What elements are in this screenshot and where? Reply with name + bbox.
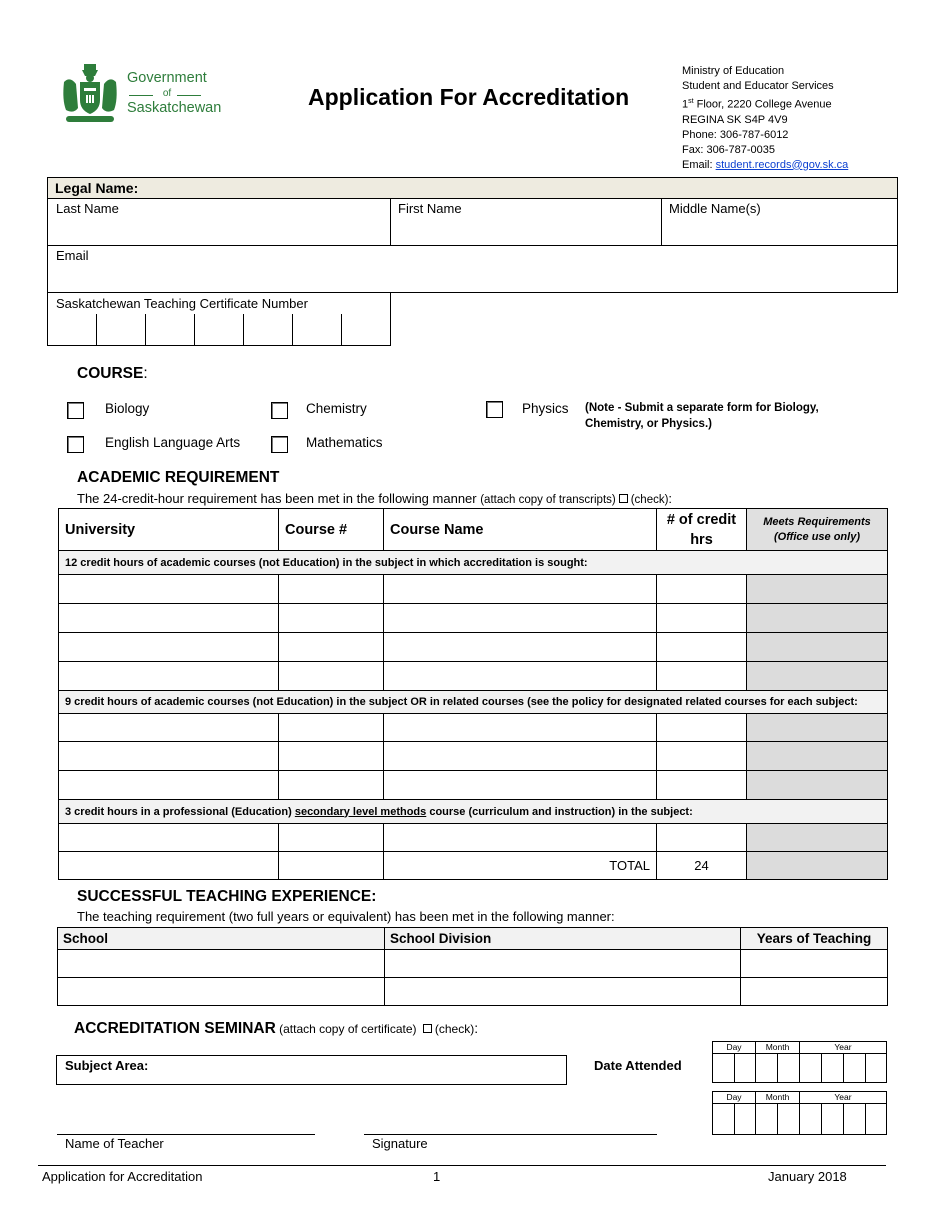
course-heading: COURSE: bbox=[77, 365, 148, 382]
mathematics-label: Mathematics bbox=[306, 435, 383, 450]
footer-divider bbox=[38, 1165, 886, 1166]
footer-date: January 2018 bbox=[768, 1169, 847, 1184]
physics-label: Physics bbox=[522, 401, 569, 416]
subject-area-label: Subject Area: bbox=[65, 1058, 149, 1073]
mathematics-checkbox[interactable] bbox=[271, 436, 288, 453]
address-phone: Phone: 306-787-6012 bbox=[682, 128, 789, 141]
column-header: Course # bbox=[279, 509, 384, 551]
date-attended-field[interactable] bbox=[712, 1041, 887, 1083]
address-line: REGINA SK S4P 4V9 bbox=[682, 113, 788, 126]
table-row[interactable] bbox=[59, 824, 888, 852]
address-line: Student and Educator Services bbox=[682, 80, 834, 92]
subject-area-field[interactable] bbox=[56, 1055, 567, 1085]
address-email: Email: student.records@gov.sk.ca bbox=[682, 158, 849, 171]
first-name-label: First Name bbox=[398, 201, 462, 216]
signature-label: Signature bbox=[372, 1136, 428, 1151]
course-note: (Note - Submit a separate form for Biology, Chemistry, or Physics.) bbox=[585, 402, 819, 430]
column-header: Meets Requirements (Office use only) bbox=[747, 509, 888, 551]
section-row: 9 credit hours of academic courses (not Education) in the subject OR in related courses (see the policy for designated related courses for each subject: bbox=[59, 691, 888, 714]
certificate-checkbox[interactable] bbox=[423, 1024, 432, 1033]
section-row: 12 credit hours of academic courses (not Education) in the subject in which accreditation is sought: bbox=[59, 551, 888, 575]
column-header: Course Name bbox=[384, 509, 657, 551]
english-checkbox[interactable] bbox=[67, 436, 84, 453]
chemistry-label: Chemistry bbox=[306, 401, 367, 416]
table-row[interactable] bbox=[59, 633, 888, 662]
address-line: 1st Floor, 2220 College Avenue bbox=[682, 98, 832, 111]
month-label: Month bbox=[756, 1042, 800, 1054]
biology-label: Biology bbox=[105, 401, 150, 416]
physics-checkbox[interactable] bbox=[486, 401, 503, 418]
email-link[interactable]: student.records@gov.sk.ca bbox=[715, 158, 849, 171]
transcripts-checkbox[interactable] bbox=[619, 494, 628, 503]
total-row bbox=[59, 852, 888, 880]
section-row: 3 credit hours in a professional (Education) secondary level methods course (curriculum and instruction) in the subject: bbox=[59, 800, 888, 824]
ministry-address bbox=[682, 64, 848, 173]
certificate-number-field bbox=[47, 292, 391, 346]
legal-name-label: Legal Name: bbox=[55, 180, 139, 196]
chemistry-checkbox[interactable] bbox=[271, 402, 288, 419]
certificate-cell-divider bbox=[292, 314, 293, 346]
coat-of-arms-icon bbox=[58, 62, 122, 126]
certificate-cell-divider bbox=[194, 314, 195, 346]
legal-name-heading bbox=[47, 177, 898, 199]
teaching-table bbox=[57, 927, 888, 1006]
column-header: University bbox=[59, 509, 279, 551]
address-line: Ministry of Education bbox=[682, 65, 785, 77]
middle-name-label: Middle Name(s) bbox=[669, 201, 761, 216]
column-header: Years of Teaching bbox=[741, 928, 888, 950]
first-name-field[interactable] bbox=[390, 198, 662, 246]
table-row[interactable] bbox=[59, 714, 888, 742]
page-title: Application For Accreditation bbox=[308, 84, 630, 110]
name-of-teacher-line[interactable] bbox=[57, 1134, 315, 1135]
name-of-teacher-label: Name of Teacher bbox=[65, 1136, 164, 1151]
logo-of-text: of bbox=[127, 88, 207, 99]
day-label: Day bbox=[713, 1042, 756, 1054]
column-header: School bbox=[58, 928, 385, 950]
table-row[interactable] bbox=[59, 575, 888, 604]
footer-title: Application for Accreditation bbox=[42, 1169, 203, 1184]
column-header: School Division bbox=[385, 928, 741, 950]
date-attended-label: Date Attended bbox=[594, 1058, 682, 1073]
table-row[interactable] bbox=[59, 771, 888, 800]
month-label: Month bbox=[756, 1092, 800, 1104]
teaching-intro: The teaching requirement (two full years or equivalent) has been met in the following manner: bbox=[77, 909, 615, 924]
year-label: Year bbox=[800, 1042, 887, 1054]
logo-government-text: Government bbox=[127, 70, 207, 86]
biology-checkbox[interactable] bbox=[67, 402, 84, 419]
address-fax: Fax: 306-787-0035 bbox=[682, 143, 775, 156]
table-row[interactable] bbox=[58, 950, 888, 978]
teaching-heading: SUCCESSFUL TEACHING EXPERIENCE: bbox=[77, 888, 377, 905]
signature-date-field[interactable] bbox=[712, 1091, 887, 1135]
table-row[interactable] bbox=[59, 604, 888, 633]
table-row[interactable] bbox=[58, 978, 888, 1006]
certificate-cell-divider bbox=[341, 314, 342, 346]
academic-intro: The 24-credit-hour requirement has been met in the following manner (attach copy of transcripts) (check): bbox=[77, 491, 673, 506]
total-value: 24 bbox=[657, 852, 747, 880]
certificate-number-label: Saskatchewan Teaching Certificate Number bbox=[56, 296, 308, 311]
email-field[interactable] bbox=[47, 245, 898, 293]
year-label: Year bbox=[800, 1092, 887, 1104]
email-label: Email bbox=[56, 248, 89, 263]
page-number: 1 bbox=[433, 1169, 441, 1184]
certificate-cell-divider bbox=[96, 314, 97, 346]
total-label: TOTAL bbox=[384, 852, 657, 880]
seminar-heading: ACCREDITATION SEMINAR (attach copy of certificate) (check): bbox=[74, 1020, 479, 1037]
academic-heading: ACADEMIC REQUIREMENT bbox=[77, 469, 280, 486]
table-row[interactable] bbox=[59, 662, 888, 691]
certificate-cell-divider bbox=[145, 314, 146, 346]
certificate-cell-divider bbox=[243, 314, 244, 346]
academic-table bbox=[58, 508, 888, 880]
column-header: # of credit hrs bbox=[657, 509, 747, 551]
last-name-label: Last Name bbox=[56, 201, 119, 216]
last-name-field[interactable] bbox=[47, 198, 391, 246]
table-row[interactable] bbox=[59, 742, 888, 771]
english-label: English Language Arts bbox=[105, 435, 241, 450]
signature-line[interactable] bbox=[364, 1134, 657, 1135]
day-label: Day bbox=[713, 1092, 756, 1104]
government-logo bbox=[58, 62, 222, 126]
middle-name-field[interactable] bbox=[661, 198, 898, 246]
logo-saskatchewan-text: Saskatchewan bbox=[127, 100, 222, 116]
